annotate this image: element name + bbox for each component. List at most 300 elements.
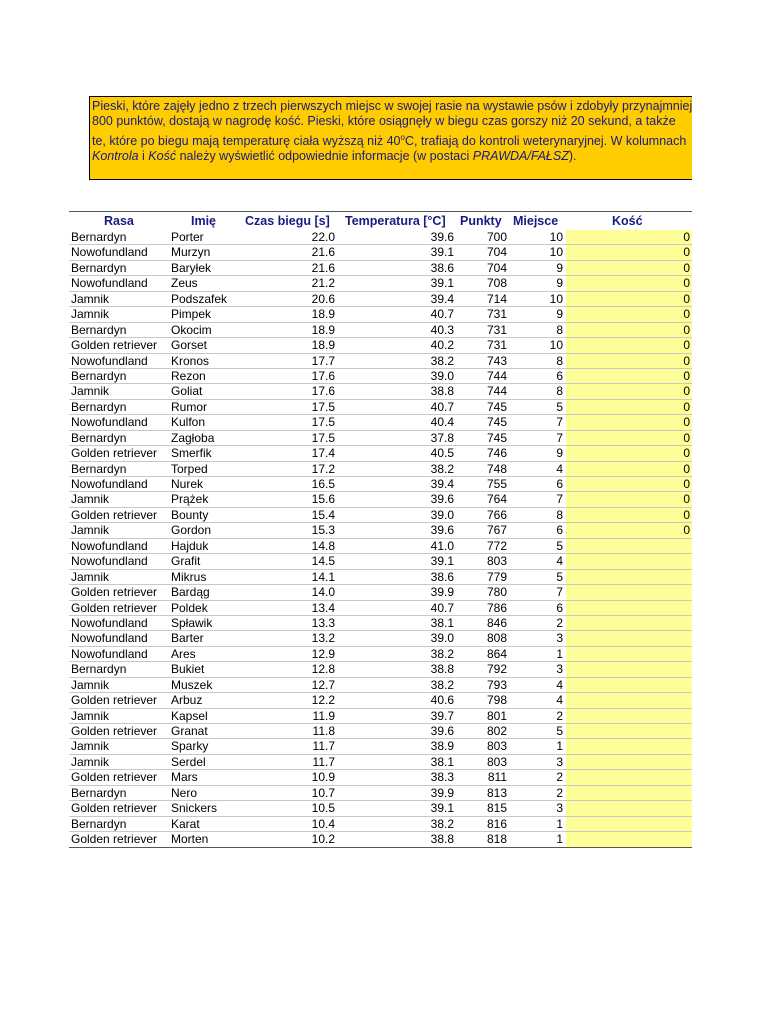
cell-rasa[interactable]: Bernardyn: [71, 368, 127, 383]
cell-punkty[interactable]: 755: [486, 477, 507, 491]
cell-temperatura[interactable]: 38.6: [430, 569, 454, 584]
cell-rasa[interactable]: Golden retriever: [71, 693, 158, 708]
cell-kosc[interactable]: [566, 817, 692, 831]
cell-imie[interactable]: Podszafek: [171, 291, 228, 306]
cell-punkty[interactable]: 745: [486, 430, 507, 445]
cell-rasa[interactable]: Bernardyn: [71, 662, 127, 677]
cell-miejsce[interactable]: 9: [556, 276, 563, 291]
cell-punkty[interactable]: 714: [486, 291, 507, 306]
header-punkty[interactable]: Punkty: [460, 214, 502, 228]
cell-imie[interactable]: Rumor: [171, 399, 208, 414]
cell-rasa[interactable]: Nowofundland: [71, 538, 148, 553]
cell-miejsce[interactable]: 4: [556, 693, 563, 708]
cell-imie[interactable]: Pimpek: [171, 307, 212, 322]
cell-czas-biegu[interactable]: 21.6: [311, 245, 335, 260]
cell-kosc[interactable]: [566, 662, 692, 676]
cell-temperatura[interactable]: 38.3: [430, 770, 454, 785]
cell-punkty[interactable]: 744: [486, 384, 507, 399]
cell-rasa[interactable]: Jamnik: [71, 677, 110, 692]
cell-miejsce[interactable]: 4: [556, 554, 563, 569]
cell-temperatura[interactable]: 38.8: [430, 662, 454, 677]
cell-punkty[interactable]: 792: [486, 662, 507, 677]
cell-kosc[interactable]: [566, 739, 692, 753]
cell-rasa[interactable]: Nowofundland: [71, 615, 148, 630]
cell-czas-biegu[interactable]: 18.9: [311, 322, 335, 337]
cell-rasa[interactable]: Nowofundland: [71, 554, 148, 569]
cell-rasa[interactable]: Bernardyn: [71, 260, 127, 275]
cell-punkty[interactable]: 744: [486, 368, 507, 383]
cell-czas-biegu[interactable]: 14.5: [311, 554, 335, 569]
cell-kosc[interactable]: [566, 539, 692, 553]
cell-kosc[interactable]: [566, 415, 692, 429]
cell-temperatura[interactable]: 38.2: [430, 353, 454, 368]
cell-punkty[interactable]: 780: [486, 585, 507, 600]
cell-punkty[interactable]: 731: [486, 338, 507, 353]
cell-kosc[interactable]: [566, 755, 692, 769]
cell-miejsce[interactable]: 6: [556, 523, 563, 538]
cell-kosc[interactable]: [566, 601, 692, 615]
cell-temperatura[interactable]: 39.1: [430, 245, 454, 260]
cell-temperatura[interactable]: 38.6: [430, 260, 454, 275]
cell-punkty[interactable]: 846: [486, 615, 507, 630]
cell-czas-biegu[interactable]: 17.7: [311, 353, 335, 368]
cell-punkty[interactable]: 816: [486, 816, 507, 831]
cell-kosc[interactable]: [566, 369, 692, 383]
cell-kosc[interactable]: [566, 276, 692, 290]
cell-imie[interactable]: Kapsel: [171, 708, 208, 723]
cell-imie[interactable]: Zeus: [171, 276, 198, 291]
cell-temperatura[interactable]: 40.7: [430, 307, 454, 322]
cell-kosc[interactable]: [566, 307, 692, 321]
cell-kosc[interactable]: [566, 554, 692, 568]
cell-miejsce[interactable]: 8: [556, 507, 563, 522]
cell-rasa[interactable]: Golden retriever: [71, 585, 158, 600]
cell-temperatura[interactable]: 41.0: [430, 538, 454, 553]
cell-kosc-value: [690, 570, 692, 584]
cell-punkty[interactable]: 766: [486, 507, 507, 522]
cell-kosc[interactable]: [566, 245, 692, 259]
cell-rasa[interactable]: Nowofundland: [71, 477, 148, 491]
cell-kosc[interactable]: [566, 616, 692, 630]
cell-punkty[interactable]: 746: [486, 446, 507, 461]
cell-rasa[interactable]: Bernardyn: [71, 322, 127, 337]
cell-kosc[interactable]: [566, 431, 692, 445]
cell-imie[interactable]: Mars: [171, 770, 198, 785]
cell-temperatura[interactable]: 40.4: [430, 415, 454, 430]
cell-czas-biegu[interactable]: 11.7: [312, 754, 335, 769]
cell-punkty[interactable]: 700: [486, 230, 507, 244]
cell-punkty[interactable]: 803: [486, 554, 507, 569]
cell-czas-biegu[interactable]: 18.9: [311, 307, 335, 322]
cell-imie[interactable]: Gorset: [171, 338, 208, 353]
cell-punkty[interactable]: 743: [486, 353, 507, 368]
cell-kosc[interactable]: [566, 801, 692, 815]
cell-czas-biegu[interactable]: 11.7: [312, 739, 335, 754]
cell-punkty[interactable]: 779: [486, 569, 507, 584]
cell-miejsce[interactable]: 3: [556, 631, 563, 646]
cell-rasa[interactable]: Jamnik: [71, 754, 110, 769]
cell-punkty[interactable]: 803: [486, 739, 507, 754]
cell-kosc[interactable]: [566, 770, 692, 784]
cell-imie[interactable]: Murzyn: [171, 245, 211, 260]
cell-rasa[interactable]: Jamnik: [71, 384, 110, 399]
table-row: [69, 230, 692, 245]
cell-rasa[interactable]: Bernardyn: [71, 785, 127, 800]
cell-miejsce[interactable]: 2: [556, 708, 563, 723]
cell-rasa[interactable]: Nowofundland: [71, 245, 148, 260]
cell-imie[interactable]: Prążek: [171, 492, 209, 507]
cell-rasa[interactable]: Jamnik: [71, 523, 110, 538]
cell-miejsce[interactable]: 7: [556, 415, 563, 430]
table-row: [69, 292, 692, 307]
cell-temperatura[interactable]: 38.8: [430, 384, 454, 399]
cell-punkty[interactable]: 767: [486, 523, 507, 538]
cell-temperatura[interactable]: 39.9: [430, 785, 454, 800]
cell-temperatura[interactable]: 39.4: [430, 477, 454, 491]
cell-kosc[interactable]: [566, 477, 692, 491]
cell-miejsce[interactable]: 1: [556, 646, 563, 661]
cell-miejsce[interactable]: 10: [549, 245, 563, 260]
cell-temperatura[interactable]: 38.2: [430, 461, 454, 476]
cell-temperatura[interactable]: 38.1: [430, 615, 454, 630]
cell-czas-biegu[interactable]: 17.6: [311, 368, 335, 383]
cell-punkty[interactable]: 801: [486, 708, 507, 723]
cell-punkty[interactable]: 811: [487, 770, 507, 785]
cell-kosc[interactable]: [566, 585, 692, 599]
cell-kosc[interactable]: [566, 230, 692, 244]
cell-miejsce[interactable]: 3: [556, 662, 563, 677]
cell-rasa[interactable]: Jamnik: [71, 492, 110, 507]
cell-punkty[interactable]: 748: [486, 461, 507, 476]
header-temperatura[interactable]: Temperatura [°C]: [345, 214, 446, 228]
cell-kosc[interactable]: [566, 400, 692, 414]
cell-imie[interactable]: Baryłek: [171, 260, 212, 275]
cell-rasa[interactable]: Golden retriever: [71, 724, 158, 738]
cell-rasa[interactable]: Jamnik: [71, 708, 110, 723]
cell-kosc[interactable]: [566, 631, 692, 645]
cell-czas-biegu[interactable]: 13.3: [311, 615, 335, 630]
cell-czas-biegu[interactable]: 14.0: [311, 585, 335, 600]
cell-kosc[interactable]: [566, 523, 692, 537]
cell-kosc[interactable]: [566, 832, 692, 846]
cell-czas-biegu[interactable]: 17.5: [311, 399, 335, 414]
cell-punkty[interactable]: 815: [486, 801, 507, 816]
cell-imie[interactable]: Okocim: [171, 322, 212, 337]
cell-czas-biegu[interactable]: 10.7: [311, 785, 335, 800]
cell-czas-biegu[interactable]: 15.3: [311, 523, 335, 538]
cell-kosc[interactable]: [566, 508, 692, 522]
cell-czas-biegu[interactable]: 11.9: [312, 708, 335, 723]
cell-czas-biegu[interactable]: 17.2: [311, 461, 335, 476]
cell-punkty[interactable]: 704: [486, 245, 507, 260]
cell-czas-biegu[interactable]: 18.9: [311, 338, 335, 353]
cell-imie[interactable]: Poldek: [171, 600, 208, 615]
cell-kosc[interactable]: [566, 492, 692, 506]
cell-kosc[interactable]: [566, 462, 692, 476]
cell-czas-biegu[interactable]: 17.5: [311, 415, 335, 430]
cell-temperatura[interactable]: 38.1: [430, 754, 454, 769]
cell-rasa[interactable]: Nowofundland: [71, 646, 148, 661]
cell-rasa[interactable]: Jamnik: [71, 291, 110, 306]
header-czas-biegu[interactable]: Czas biegu [s]: [245, 214, 330, 228]
cell-temperatura[interactable]: 39.6: [430, 724, 454, 738]
cell-punkty[interactable]: 813: [486, 785, 507, 800]
cell-temperatura[interactable]: 37.8: [430, 430, 454, 445]
cell-temperatura[interactable]: 40.3: [430, 322, 454, 337]
cell-miejsce[interactable]: 6: [556, 368, 563, 383]
cell-miejsce[interactable]: 5: [556, 538, 563, 553]
cell-punkty[interactable]: 745: [486, 415, 507, 430]
cell-czas-biegu[interactable]: 15.6: [311, 492, 335, 507]
task-line-3-text: te, które po biegu mają temperaturę ciała wyższą niż 40: [92, 133, 401, 148]
cell-punkty[interactable]: 864: [486, 646, 507, 661]
cell-punkty[interactable]: 731: [486, 307, 507, 322]
header-rasa[interactable]: Rasa: [104, 214, 134, 228]
cell-punkty[interactable]: 772: [486, 538, 507, 553]
cell-miejsce[interactable]: 5: [556, 399, 563, 414]
column-name-kontrola: Kontrola: [92, 149, 139, 164]
cell-rasa[interactable]: Golden retriever: [71, 600, 158, 615]
cell-temperatura[interactable]: 40.7: [430, 399, 454, 414]
cell-miejsce[interactable]: 3: [556, 754, 563, 769]
cell-miejsce[interactable]: 6: [556, 600, 563, 615]
table-row: [69, 539, 692, 554]
cell-temperatura[interactable]: 38.9: [430, 739, 454, 754]
cell-czas-biegu[interactable]: 11.8: [312, 724, 335, 738]
cell-imie[interactable]: Rezon: [171, 368, 206, 383]
task-line-4-and: i: [138, 149, 149, 164]
cell-punkty[interactable]: 798: [486, 693, 507, 708]
cell-kosc[interactable]: [566, 292, 692, 306]
cell-miejsce[interactable]: 2: [556, 770, 563, 785]
header-kosc[interactable]: Kość: [612, 214, 643, 228]
cell-imie[interactable]: Snickers: [171, 801, 218, 816]
cell-temperatura[interactable]: 39.9: [430, 585, 454, 600]
cell-imie[interactable]: Serdel: [171, 754, 206, 769]
cell-punkty[interactable]: 786: [486, 600, 507, 615]
cell-miejsce[interactable]: 2: [556, 615, 563, 630]
cell-punkty[interactable]: 731: [486, 322, 507, 337]
cell-kosc[interactable]: [566, 323, 692, 337]
cell-temperatura[interactable]: 39.0: [430, 507, 454, 522]
cell-kosc[interactable]: [566, 693, 692, 707]
cell-czas-biegu[interactable]: 21.6: [311, 260, 335, 275]
cell-miejsce[interactable]: 1: [556, 739, 563, 754]
cell-miejsce[interactable]: 5: [556, 569, 563, 584]
cell-temperatura[interactable]: 39.1: [430, 801, 454, 816]
cell-temperatura[interactable]: 38.2: [430, 677, 454, 692]
cell-imie[interactable]: Zagłoba: [171, 430, 215, 445]
cell-czas-biegu[interactable]: 20.6: [311, 291, 335, 306]
cell-czas-biegu[interactable]: 12.2: [311, 693, 335, 708]
task-line-4-end: ).: [568, 149, 577, 164]
cell-temperatura[interactable]: 39.0: [430, 631, 454, 646]
cell-kosc[interactable]: [566, 338, 692, 352]
cell-miejsce[interactable]: 1: [556, 816, 563, 831]
cell-temperatura[interactable]: 39.1: [430, 276, 454, 291]
cell-miejsce[interactable]: 9: [556, 446, 563, 461]
cell-imie[interactable]: Nero: [171, 785, 198, 800]
cell-imie[interactable]: Morten: [171, 832, 209, 847]
cell-kosc[interactable]: [566, 647, 692, 661]
cell-czas-biegu[interactable]: 13.4: [311, 600, 335, 615]
cell-imie[interactable]: Kulfon: [171, 415, 206, 430]
cell-miejsce[interactable]: 8: [556, 353, 563, 368]
cell-kosc[interactable]: [566, 678, 692, 692]
table-row: [69, 307, 692, 322]
cell-czas-biegu[interactable]: 10.5: [311, 801, 335, 816]
cell-kosc[interactable]: [566, 446, 692, 460]
cell-punkty[interactable]: 808: [486, 631, 507, 646]
cell-rasa[interactable]: Nowofundland: [71, 353, 148, 368]
cell-czas-biegu[interactable]: 14.1: [311, 569, 335, 584]
cell-punkty[interactable]: 745: [486, 399, 507, 414]
cell-rasa[interactable]: Golden retriever: [71, 801, 158, 816]
cell-temperatura[interactable]: 39.6: [430, 230, 454, 244]
cell-temperatura[interactable]: 38.8: [430, 832, 454, 847]
cell-temperatura[interactable]: 39.7: [430, 708, 454, 723]
cell-imie[interactable]: Muszek: [171, 677, 213, 692]
cell-temperatura[interactable]: 38.2: [430, 816, 454, 831]
cell-miejsce[interactable]: 2: [556, 785, 563, 800]
cell-kosc[interactable]: [566, 384, 692, 398]
cell-imie[interactable]: Spławik: [171, 615, 213, 630]
cell-miejsce[interactable]: 6: [556, 477, 563, 491]
cell-kosc[interactable]: [566, 709, 692, 723]
cell-imie[interactable]: Mikrus: [171, 569, 207, 584]
cell-miejsce[interactable]: 1: [556, 832, 563, 847]
cell-miejsce[interactable]: 7: [556, 492, 563, 507]
cell-czas-biegu[interactable]: 13.2: [311, 631, 335, 646]
cell-miejsce[interactable]: 4: [556, 461, 563, 476]
cell-temperatura[interactable]: 40.2: [430, 338, 454, 353]
cell-miejsce[interactable]: 10: [549, 230, 563, 244]
cell-czas-biegu[interactable]: 16.5: [311, 477, 335, 491]
cell-imie[interactable]: Bukiet: [171, 662, 205, 677]
cell-imie[interactable]: Gordon: [171, 523, 212, 538]
cell-czas-biegu[interactable]: 12.8: [311, 662, 335, 677]
cell-rasa[interactable]: Golden retriever: [71, 832, 158, 847]
cell-czas-biegu[interactable]: 17.4: [311, 446, 335, 461]
cell-imie[interactable]: Ares: [171, 646, 196, 661]
table-row: [69, 631, 692, 646]
cell-punkty[interactable]: 803: [486, 754, 507, 769]
cell-miejsce[interactable]: 3: [556, 801, 563, 816]
cell-temperatura[interactable]: 39.4: [430, 291, 454, 306]
table-row: [69, 384, 692, 399]
cell-rasa[interactable]: Golden retriever: [71, 338, 158, 353]
cell-czas-biegu[interactable]: 21.2: [311, 276, 335, 291]
cell-miejsce[interactable]: 9: [556, 260, 563, 275]
cell-imie[interactable]: Hajduk: [171, 538, 209, 553]
cell-rasa[interactable]: Bernardyn: [71, 230, 127, 244]
cell-czas-biegu[interactable]: 10.9: [311, 770, 335, 785]
cell-miejsce[interactable]: 10: [549, 291, 563, 306]
cell-kosc[interactable]: [566, 261, 692, 275]
cell-rasa[interactable]: Golden retriever: [71, 446, 158, 461]
cell-punkty[interactable]: 704: [486, 260, 507, 275]
cell-imie[interactable]: Arbuz: [171, 693, 203, 708]
cell-czas-biegu[interactable]: 12.7: [311, 677, 335, 692]
cell-rasa[interactable]: Jamnik: [71, 307, 110, 322]
cell-rasa[interactable]: Jamnik: [71, 739, 110, 754]
cell-rasa[interactable]: Nowofundland: [71, 631, 148, 646]
cell-imie[interactable]: Torped: [171, 461, 208, 476]
cell-rasa[interactable]: Nowofundland: [71, 415, 148, 430]
cell-kosc[interactable]: [566, 724, 692, 738]
cell-rasa[interactable]: Bernardyn: [71, 399, 127, 414]
cell-temperatura[interactable]: 38.2: [430, 646, 454, 661]
cell-czas-biegu[interactable]: 17.5: [311, 430, 335, 445]
cell-punkty[interactable]: 708: [486, 276, 507, 291]
cell-temperatura[interactable]: 40.6: [430, 693, 454, 708]
cell-miejsce[interactable]: 5: [556, 724, 563, 738]
cell-czas-biegu[interactable]: 15.4: [311, 507, 335, 522]
cell-rasa[interactable]: Golden retriever: [71, 507, 158, 522]
cell-imie[interactable]: Goliat: [171, 384, 203, 399]
cell-temperatura[interactable]: 39.6: [430, 523, 454, 538]
cell-kosc[interactable]: [566, 570, 692, 584]
cell-imie[interactable]: Granat: [171, 724, 208, 738]
cell-temperatura[interactable]: 40.7: [430, 600, 454, 615]
cell-imie[interactable]: Bardąg: [171, 585, 210, 600]
cell-imie[interactable]: Sparky: [171, 739, 209, 754]
cell-kosc-value: [690, 601, 692, 615]
cell-rasa[interactable]: Jamnik: [71, 569, 110, 584]
cell-imie[interactable]: Kronos: [171, 353, 210, 368]
cell-imie[interactable]: Bounty: [171, 507, 209, 522]
cell-miejsce[interactable]: 7: [556, 430, 563, 445]
cell-punkty[interactable]: 793: [486, 677, 507, 692]
cell-rasa[interactable]: Bernardyn: [71, 430, 127, 445]
cell-rasa[interactable]: Bernardyn: [71, 816, 127, 831]
cell-imie[interactable]: Karat: [171, 816, 200, 831]
cell-czas-biegu[interactable]: 10.4: [311, 816, 335, 831]
header-imie[interactable]: Imię: [191, 214, 217, 228]
cell-miejsce[interactable]: 10: [549, 338, 563, 353]
cell-imie[interactable]: Porter: [171, 230, 204, 244]
cell-kosc[interactable]: [566, 786, 692, 800]
cell-miejsce[interactable]: 9: [556, 307, 563, 322]
cell-czas-biegu[interactable]: 12.9: [311, 646, 335, 661]
cell-imie[interactable]: Smerfik: [171, 446, 212, 461]
cell-czas-biegu[interactable]: 22.0: [311, 230, 335, 244]
cell-imie[interactable]: Barter: [171, 631, 204, 646]
cell-rasa[interactable]: Bernardyn: [71, 461, 127, 476]
cell-punkty[interactable]: 818: [486, 832, 507, 847]
cell-miejsce[interactable]: 8: [556, 384, 563, 399]
table-row: [69, 415, 692, 430]
cell-miejsce[interactable]: 4: [556, 677, 563, 692]
cell-miejsce[interactable]: 7: [556, 585, 563, 600]
cell-punkty[interactable]: 802: [486, 724, 507, 738]
cell-temperatura[interactable]: 40.5: [430, 446, 454, 461]
cell-temperatura[interactable]: 39.6: [430, 492, 454, 507]
cell-rasa[interactable]: Nowofundland: [71, 276, 148, 291]
cell-czas-biegu[interactable]: 17.6: [311, 384, 335, 399]
cell-czas-biegu[interactable]: 10.2: [311, 832, 335, 847]
cell-temperatura[interactable]: 39.0: [430, 368, 454, 383]
cell-imie[interactable]: Grafit: [171, 554, 201, 569]
cell-miejsce[interactable]: 8: [556, 322, 563, 337]
cell-kosc[interactable]: [566, 354, 692, 368]
cell-temperatura[interactable]: 39.1: [430, 554, 454, 569]
header-miejsce[interactable]: Miejsce: [513, 214, 559, 228]
cell-punkty[interactable]: 764: [486, 492, 507, 507]
cell-imie[interactable]: Nurek: [171, 477, 204, 491]
cell-rasa[interactable]: Golden retriever: [71, 770, 158, 785]
cell-czas-biegu[interactable]: 14.8: [311, 538, 335, 553]
